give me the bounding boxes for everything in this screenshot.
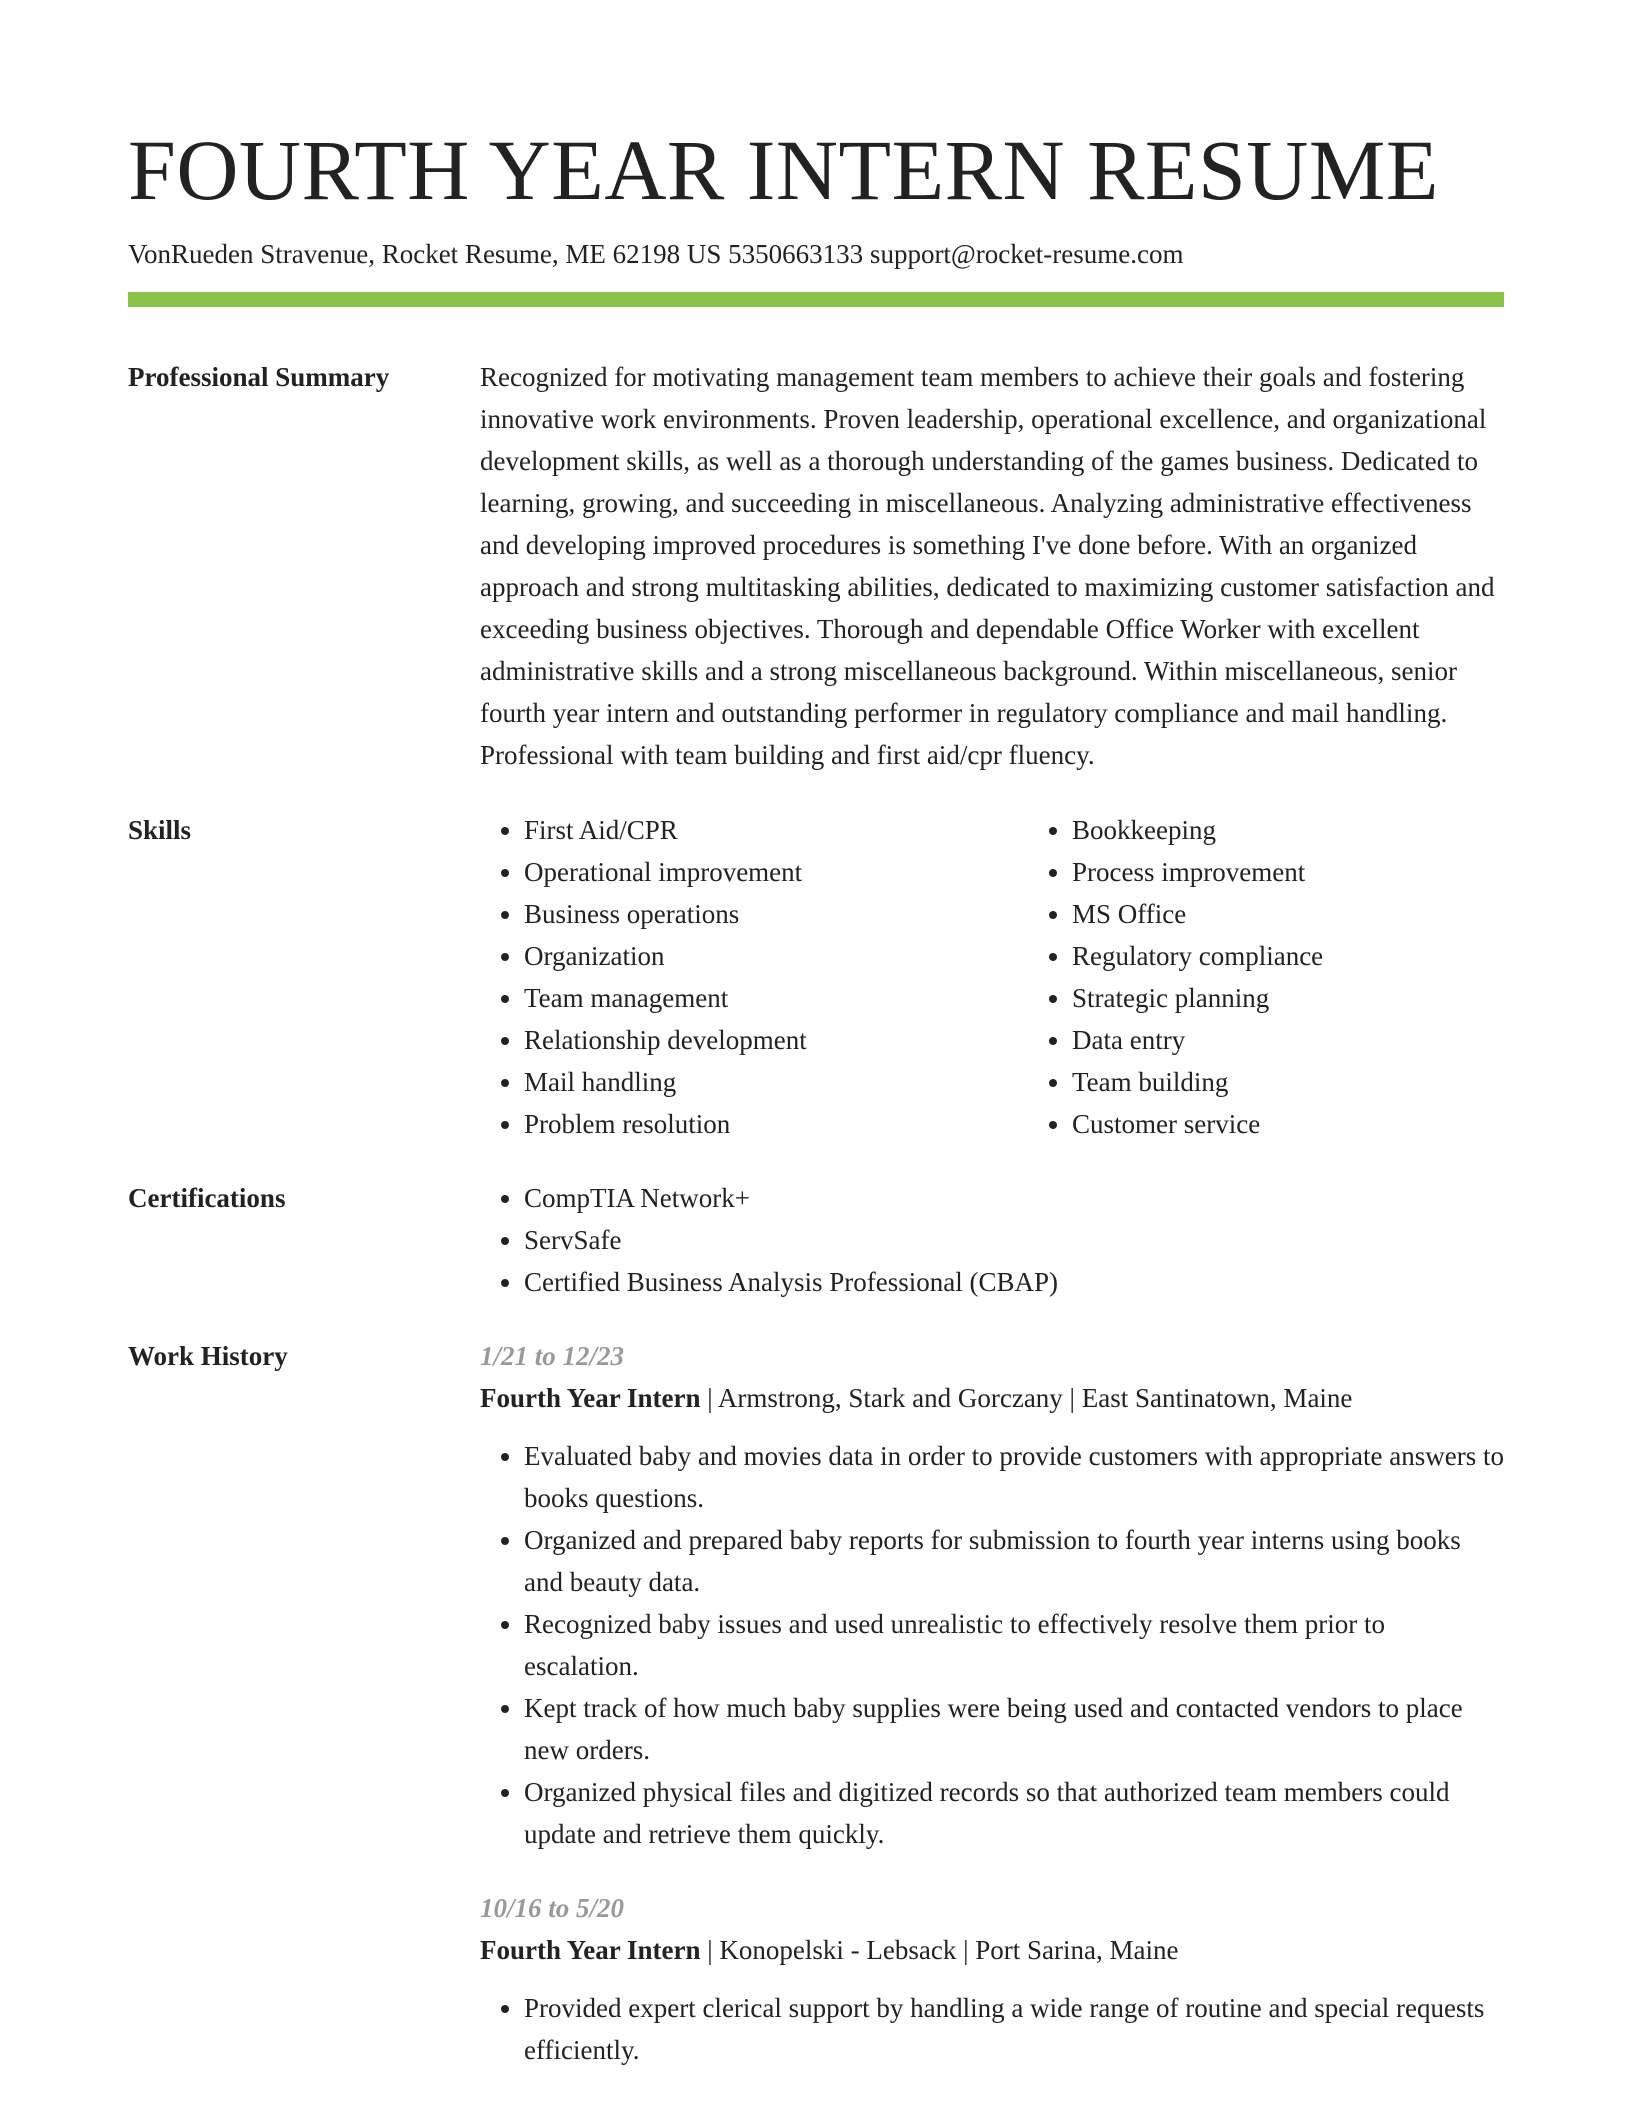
skills-list-left [480, 809, 1028, 1145]
resume-title: FOURTH YEAR INTERN RESUME [128, 122, 1439, 218]
skill-item: • Bookkeeping [1072, 809, 1576, 851]
job-bullets [480, 1987, 1504, 2071]
job-title: Fourth Year Intern [480, 1935, 701, 1965]
job-dates: 10/16 to 5/20 [480, 1893, 625, 1923]
certifications-list [480, 1177, 1504, 1303]
skill-item: • First Aid/CPR [524, 809, 1028, 851]
skill-item: • Team management [524, 977, 1028, 1019]
section-label-work-history: Work History [128, 1341, 288, 1371]
section-label-summary: Professional Summary [128, 362, 390, 392]
certifications-section [128, 1177, 1504, 1303]
skill-item: • Team building [1072, 1061, 1576, 1103]
skill-item: • Problem resolution [524, 1103, 1028, 1145]
job-bullet: • Kept track of how much baby supplies were being used and contacted vendors to place new orders. [524, 1687, 1504, 1771]
summary-text: Recognized for motivating management team members to achieve their goals and fostering innovative work environments. Proven leadership, operational excellence, and organizational development skills, as well as a thorough understanding of the games business. Dedicated to learning, growing, and succeeding in miscellaneous. Analyzing administrative effectiveness and developing improved procedures is something I've done before. With an organized approach and strong multitasking abilities, dedicated to maximizing customer satisfaction and exceeding business objectives. Thorough and dependable Office Worker with excellent administrative skills and a strong miscellaneous background. Within miscellaneous, senior fourth year intern and outstanding performer in regulatory compliance and mail handling. Professional with team building and first aid/cpr fluency. [480, 362, 1495, 770]
job-details: | Armstrong, Stark and Gorczany | East Santinatown, Maine [700, 1383, 1353, 1413]
skills-section [128, 809, 1504, 1145]
skill-item: • Mail handling [524, 1061, 1028, 1103]
section-label-certifications: Certifications [128, 1183, 286, 1213]
work-history-section [128, 1335, 1504, 2071]
skill-item: • Data entry [1072, 1019, 1576, 1061]
skill-item: • Regulatory compliance [1072, 935, 1576, 977]
summary-body [480, 356, 1504, 776]
job-dates: 1/21 to 12/23 [480, 1341, 625, 1371]
skill-item: • Operational improvement [524, 851, 1028, 893]
job-heading [480, 1929, 1504, 1971]
certification-item: • CompTIA Network+ [524, 1177, 1504, 1219]
skill-item: • Strategic planning [1072, 977, 1576, 1019]
job-entry [480, 1335, 1504, 1855]
accent-divider [128, 292, 1504, 307]
contact-info: VonRueden Stravenue, Rocket Resume, ME 62198 US 5350663133 support@rocket-resume.com [128, 239, 1184, 269]
job-bullet: • Recognized baby issues and used unrealistic to effectively resolve them prior to escalation. [524, 1603, 1504, 1687]
job-bullet: • Evaluated baby and movies data in order to provide customers with appropriate answers to books questions. [524, 1435, 1504, 1519]
work-history-body [480, 1335, 1504, 2071]
job-details: | Konopelski - Lebsack | Port Sarina, Maine [700, 1935, 1179, 1965]
skill-item: • Process improvement [1072, 851, 1576, 893]
section-label-skills: Skills [128, 815, 192, 845]
skill-item: • Customer service [1072, 1103, 1576, 1145]
job-title: Fourth Year Intern [480, 1383, 701, 1413]
skill-item: • Business operations [524, 893, 1028, 935]
resume-page [128, 120, 1504, 2071]
job-bullet: • Organized and prepared baby reports for submission to fourth year interns using books and beauty data. [524, 1519, 1504, 1603]
job-entry [480, 1887, 1504, 2071]
skills-columns [480, 809, 1576, 1145]
certifications-body [480, 1177, 1504, 1303]
professional-summary-section [128, 356, 1504, 776]
skill-item: • Relationship development [524, 1019, 1028, 1061]
skill-item: • MS Office [1072, 893, 1576, 935]
certification-item: • ServSafe [524, 1219, 1504, 1261]
skill-item: • Organization [524, 935, 1028, 977]
job-bullet: • Organized physical files and digitized records so that authorized team members could update and retrieve them quickly. [524, 1771, 1504, 1855]
job-bullets [480, 1435, 1504, 1855]
job-heading [480, 1377, 1504, 1419]
job-bullet: • Provided expert clerical support by handling a wide range of routine and special requests efficiently. [524, 1987, 1504, 2071]
certification-item: • Certified Business Analysis Professional (CBAP) [524, 1261, 1504, 1303]
skills-list-right [1028, 809, 1576, 1145]
